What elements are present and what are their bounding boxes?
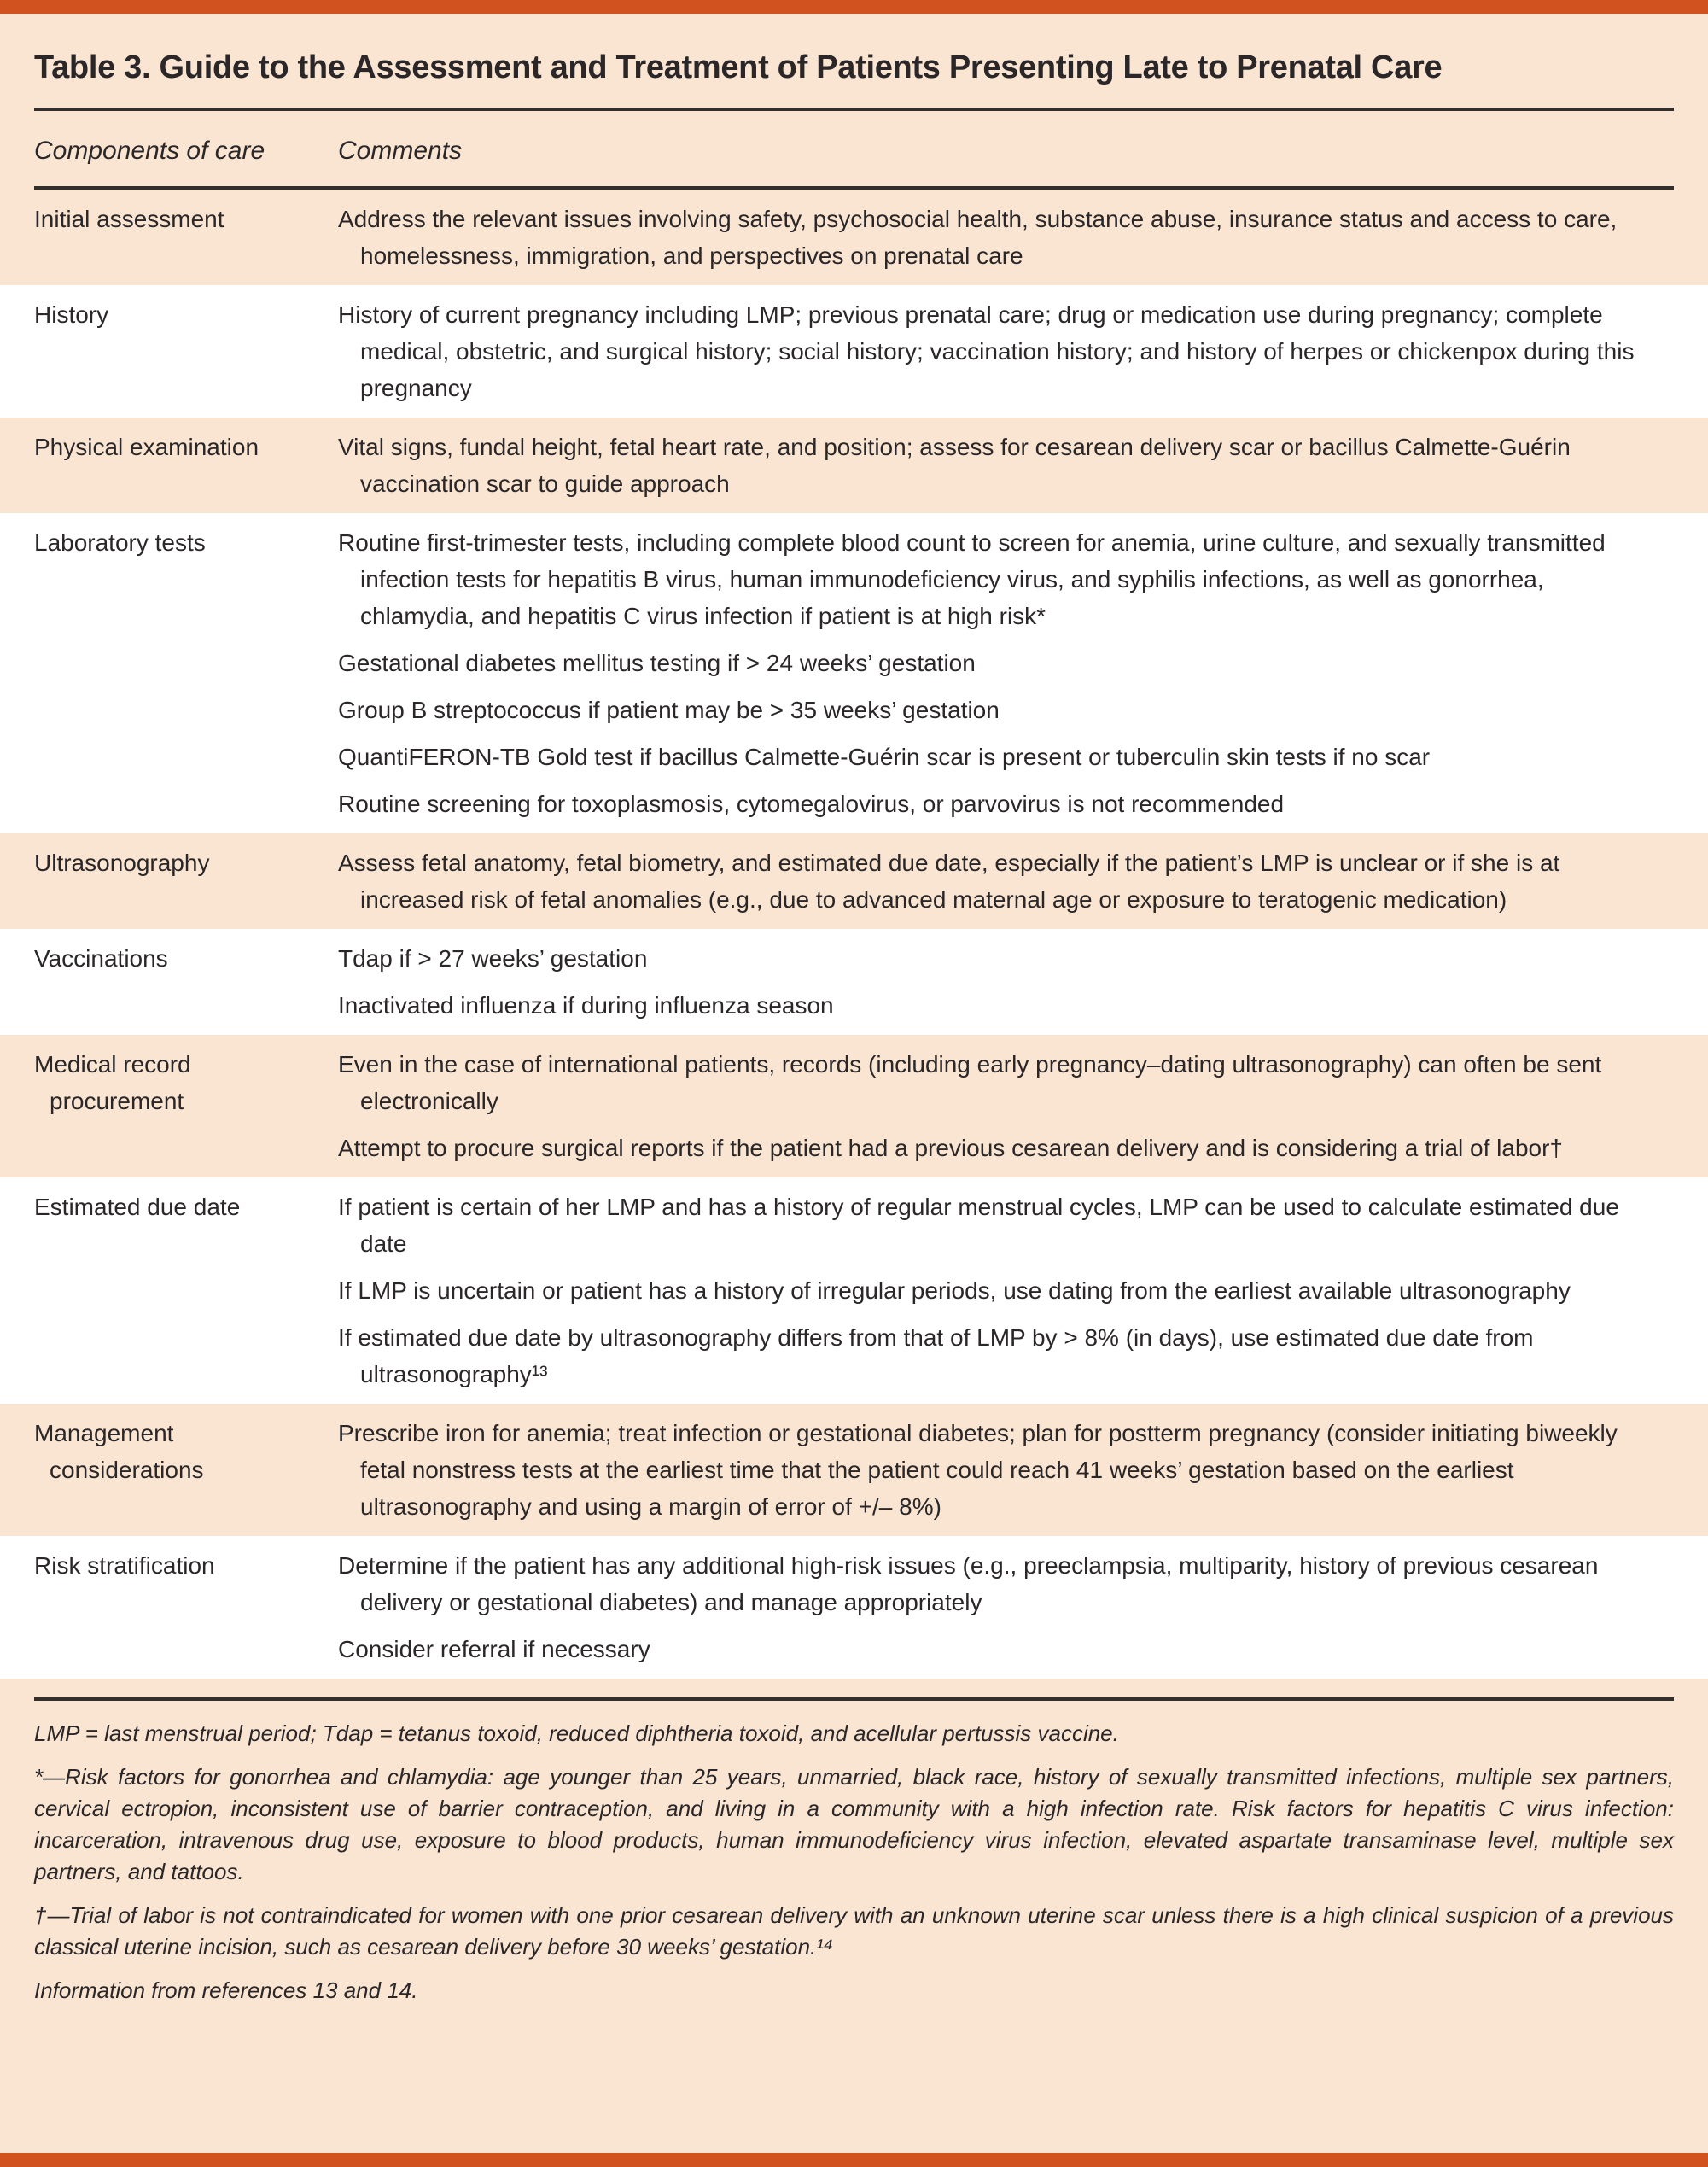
footnote: Information from references 13 and 14. — [34, 1977, 418, 2003]
comment-paragraph: Even in the case of international patients, records (including early pregnancy–dating ultrasonography) can often be sent electronically — [338, 1051, 1602, 1114]
comments-cell — [338, 1415, 1647, 1525]
comment-paragraph: Vital signs, fundal height, fetal heart rate, and position; assess for cesarean delivery scar or bacillus Calmette-Guérin vaccination scar to guide approach — [338, 434, 1571, 497]
table-row — [0, 833, 1708, 929]
comment-paragraph: Inactivated influenza if during influenza season — [338, 992, 834, 1019]
comment-paragraph: QuantiFERON-TB Gold test if bacillus Calmette-Guérin scar is present or tuberculin skin tests if no scar — [338, 744, 1431, 770]
comment-paragraph: If LMP is uncertain or patient has a history of irregular periods, use dating from the earliest available ultrasonography — [338, 1277, 1571, 1304]
table-row — [0, 1035, 1708, 1177]
comment-paragraph: Attempt to procure surgical reports if the patient had a previous cesarean delivery and is considering a trial of labor† — [338, 1135, 1563, 1161]
comment-paragraph: Tdap if > 27 weeks’ gestation — [338, 945, 648, 972]
component-cell — [34, 940, 338, 1024]
component-cell — [34, 1415, 338, 1525]
component-cell — [34, 844, 338, 918]
comment-paragraph: If patient is certain of her LMP and has a history of regular menstrual cycles, LMP can be used to calculate estimated due date — [338, 1194, 1619, 1257]
footnote: LMP = last menstrual period; Tdap = tetanus toxoid, reduced diphtheria toxoid, and acellular pertussis vaccine. — [34, 1720, 1119, 1746]
comments-cell — [338, 201, 1647, 274]
component-label: Laboratory tests — [34, 529, 206, 556]
component-label: Management considerations — [34, 1420, 204, 1483]
table-body — [0, 190, 1708, 1679]
column-header-row — [0, 111, 1708, 186]
table-row — [0, 513, 1708, 833]
footnotes — [0, 1701, 1708, 2006]
component-label: Vaccinations — [34, 945, 168, 972]
component-cell — [34, 296, 338, 406]
component-label: Medical record procurement — [34, 1051, 191, 1114]
component-label: History — [34, 301, 109, 328]
component-cell — [34, 1189, 338, 1393]
table-row — [0, 1404, 1708, 1536]
comments-cell — [338, 1189, 1647, 1393]
component-cell — [34, 1547, 338, 1668]
comments-cell — [338, 940, 1647, 1024]
table-title: Table 3. Guide to the Assessment and Treatment of Patients Presenting Late to Prenatal Care — [34, 50, 1443, 85]
comment-paragraph: Routine first-trimester tests, including complete blood count to screen for anemia, urine culture, and sexually transmitted infection tests for hepatitis B virus, human immunodeficiency virus, and syphilis infections, as well as gonorrhea, chlamydia, and hepatitis C virus infection if patient is at high risk* — [338, 529, 1606, 629]
comment-paragraph: Determine if the patient has any additional high-risk issues (e.g., preeclampsia, multiparity, history of previous cesarean delivery or gestational diabetes) and manage appropriately — [338, 1552, 1599, 1615]
table-row — [0, 1536, 1708, 1679]
table-row — [0, 190, 1708, 285]
component-cell — [34, 201, 338, 274]
component-cell — [34, 1046, 338, 1166]
comments-cell — [338, 844, 1647, 918]
comment-paragraph: Prescribe iron for anemia; treat infection or gestational diabetes; plan for postterm pregnancy (consider initiating biweekly fetal nonstress tests at the earliest time that the patient could reach 41 weeks’ gestation based on the earliest ultrasonography and using a margin of error of +/– 8%) — [338, 1420, 1618, 1520]
comment-paragraph: Gestational diabetes mellitus testing if > 24 weeks’ gestation — [338, 650, 976, 676]
bottom-accent-bar — [0, 2153, 1708, 2167]
comment-paragraph: History of current pregnancy including LMP; previous prenatal care; drug or medication use during pregnancy; complete medical, obstetric, and surgical history; social history; vaccination history; and history of herpes or chickenpox during this pregnancy — [338, 301, 1635, 401]
comments-cell — [338, 429, 1647, 502]
table-row — [0, 1177, 1708, 1404]
table-row — [0, 285, 1708, 418]
comment-paragraph: Assess fetal anatomy, fetal biometry, and estimated due date, especially if the patient’s LMP is unclear or if she is at increased risk of fetal anomalies (e.g., due to advanced maternal age or exposure to teratogenic medication) — [338, 850, 1560, 913]
column-header-components: Components of care — [34, 137, 265, 165]
column-header-comments: Comments — [338, 137, 463, 165]
comments-cell — [338, 524, 1647, 822]
footnote: *—Risk factors for gonorrhea and chlamydia: age younger than 25 years, unmarried, black race, history of sexually transmitted infections, multiple sex partners, cervical ectropion, inconsistent use of barrier contraception, and living in a community with a high infection rate. Risk factors for hepatitis C virus infection: incarceration, intravenous drug use, exposure to blood products, human immunodeficiency virus infection, elevated aspartate transaminase level, multiple sex partners, and tattoos. — [34, 1764, 1674, 1884]
comment-paragraph: Address the relevant issues involving safety, psychosocial health, substance abuse, insurance status and access to care, homelessness, immigration, and perspectives on prenatal care — [338, 206, 1618, 269]
top-accent-bar — [0, 0, 1708, 14]
component-label: Estimated due date — [34, 1194, 241, 1220]
component-label: Physical examination — [34, 434, 259, 460]
table-row — [0, 929, 1708, 1035]
comment-paragraph: If estimated due date by ultrasonography differs from that of LMP by > 8% (in days), use estimated due date from ultrasonography¹³ — [338, 1324, 1534, 1387]
comments-cell — [338, 1046, 1647, 1166]
table-row — [0, 418, 1708, 513]
comments-cell — [338, 1547, 1647, 1668]
component-label: Ultrasonography — [34, 850, 210, 876]
component-cell — [34, 429, 338, 502]
comment-paragraph: Consider referral if necessary — [338, 1636, 650, 1662]
comments-cell — [338, 296, 1647, 406]
footnote: †—Trial of labor is not contraindicated for women with one prior cesarean delivery with an unknown uterine scar unless there is a high clinical suspicion of a previous classical uterine incision, such as cesarean delivery before 30 weeks’ gestation.¹⁴ — [34, 1902, 1674, 1960]
component-label: Initial assessment — [34, 206, 224, 232]
comment-paragraph: Group B streptococcus if patient may be > 35 weeks’ gestation — [338, 697, 1000, 723]
component-cell — [34, 524, 338, 822]
component-label: Risk stratification — [34, 1552, 215, 1579]
comment-paragraph: Routine screening for toxoplasmosis, cytomegalovirus, or parvovirus is not recommended — [338, 791, 1285, 817]
